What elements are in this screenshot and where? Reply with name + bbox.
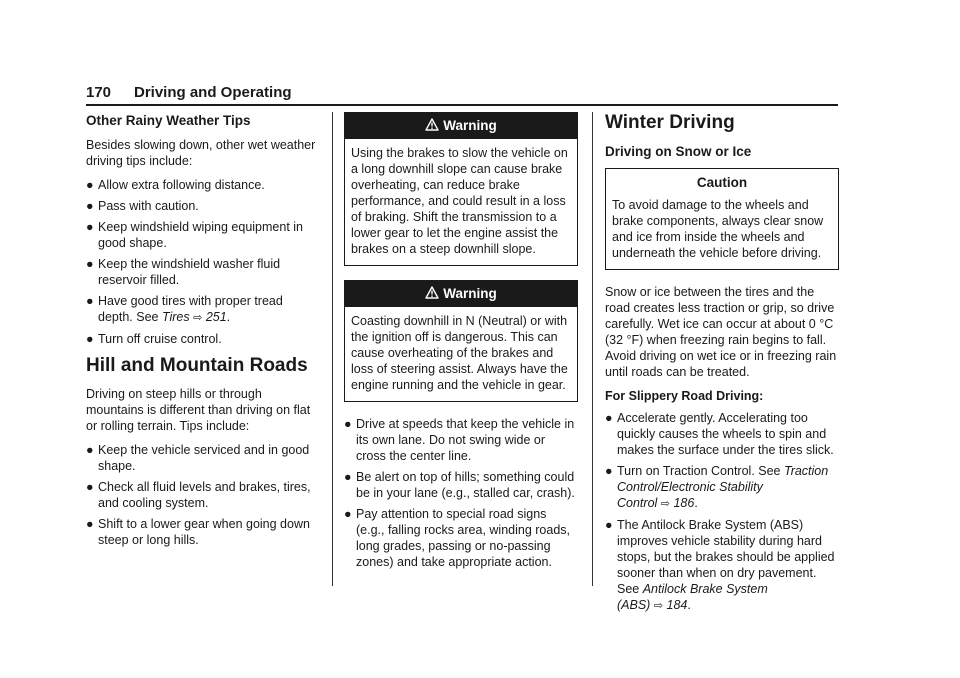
winter-driving-heading: Winter Driving bbox=[605, 112, 735, 133]
rainy-tips-list bbox=[86, 177, 320, 347]
column-divider bbox=[332, 112, 333, 586]
hill-roads-heading: Hill and Mountain Roads bbox=[86, 355, 308, 376]
rainy-tips-intro: Besides slowing down, other wet weather driving tips include: bbox=[86, 138, 316, 168]
list-item: ● Check all fluid levels and brakes, tires, and cooling system. bbox=[86, 480, 311, 510]
warning-title: Warning bbox=[443, 118, 497, 133]
bullet-icon: ● bbox=[86, 178, 94, 192]
warning-title: Warning bbox=[443, 286, 497, 301]
warning-box-coasting bbox=[344, 280, 578, 402]
list-item: ● Turn off cruise control. bbox=[86, 332, 222, 346]
warning-text: Coasting downhill in N (Neutral) or with the ignition off is dangerous. This can cause overheating of the brakes and loss of steering assist. Always have the engine running and the vehicle in gear. bbox=[351, 314, 568, 392]
list-item: ● Be alert on top of hills; something could be in your lane (e.g., stalled car, crash). bbox=[344, 470, 575, 500]
bullet-icon: ● bbox=[605, 464, 613, 478]
header-rule bbox=[86, 104, 838, 106]
snow-ice-heading: Driving on Snow or Ice bbox=[605, 144, 752, 159]
page-header bbox=[86, 84, 838, 104]
list-item: ● Keep the vehicle serviced and in good shape. bbox=[86, 443, 310, 473]
bullet-icon: ● bbox=[605, 411, 613, 425]
bullet-icon: ● bbox=[86, 517, 94, 531]
list-item: ● Shift to a lower gear when going down steep or long hills. bbox=[86, 517, 310, 547]
caution-title: Caution bbox=[696, 175, 748, 190]
list-item: ● Pay attention to special road signs (e.g., falling rocks area, winding roads, long grades, passing or no-passing zones) and take appropriate action. bbox=[344, 507, 570, 569]
bullet-icon: ● bbox=[86, 199, 94, 213]
list-item: ● Keep windshield wiping equipment in good shape. bbox=[86, 220, 303, 250]
bullet-icon: ● bbox=[86, 332, 94, 346]
bullet-icon: ● bbox=[344, 470, 352, 484]
warning-triangle-icon bbox=[425, 118, 439, 131]
list-item: ● Keep the windshield washer fluid reservoir filled. bbox=[86, 257, 281, 287]
slippery-road-list bbox=[605, 410, 839, 614]
hill-tips-list bbox=[86, 442, 320, 548]
bullet-icon: ● bbox=[86, 220, 94, 234]
hill-roads-intro: Driving on steep hills or through mountains is different than driving on flat or rolling terrain. Tips include: bbox=[86, 387, 311, 433]
rainy-tips-heading: Other Rainy Weather Tips bbox=[86, 113, 251, 128]
column-divider bbox=[592, 112, 593, 586]
warning-header bbox=[345, 113, 577, 139]
column-2 bbox=[344, 112, 578, 578]
list-item: ● The Antilock Brake System (ABS) improves vehicle stability during hard stops, but the brakes should be applied sooner than when on dry pavement. See Antilock Brake System (ABS) ⇨ 184. bbox=[605, 518, 835, 612]
traction-control-link[interactable]: Traction Control/Electronic Stability Control bbox=[617, 464, 829, 510]
abs-page-ref[interactable]: 184 bbox=[666, 598, 688, 612]
tires-link[interactable]: Tires bbox=[161, 310, 190, 324]
page-ref-arrow-icon: ⇨ bbox=[660, 498, 670, 510]
tires-page-ref[interactable]: 251 bbox=[205, 310, 227, 324]
page-number: 170 bbox=[86, 84, 112, 101]
page-ref-arrow-icon: ⇨ bbox=[193, 312, 203, 324]
bullet-icon: ● bbox=[344, 507, 352, 521]
column-3 bbox=[605, 112, 839, 622]
list-item: ● Drive at speeds that keep the vehicle in its own lane. Do not swing wide or cross the center line. bbox=[344, 417, 575, 463]
list-item: ● Have good tires with proper tread depth. See Tires ⇨ 251. bbox=[86, 294, 283, 324]
caution-text: To avoid damage to the wheels and brake components, always clear snow and ice from inside the wheels and underneath the vehicle before driving. bbox=[612, 198, 824, 260]
bullet-icon: ● bbox=[344, 417, 352, 431]
warning-triangle-icon bbox=[425, 286, 439, 299]
list-item: ● Turn on Traction Control. See Traction Control/Electronic Stability Control ⇨ 186. bbox=[605, 464, 829, 510]
traction-page-ref[interactable]: 186 bbox=[673, 496, 695, 510]
bullet-icon: ● bbox=[86, 443, 94, 457]
hill-driving-list bbox=[344, 416, 578, 570]
section-title: Driving and Operating bbox=[134, 84, 292, 101]
snow-ice-paragraph: Snow or ice between the tires and the road creates less traction or grip, so drive carefully. Wet ice can occur at about 0 °C (32 °F) when freezing rain begins to fall. Avoid driving on wet ice or in freezing rain until roads can be treated. bbox=[605, 285, 837, 379]
warning-text: Using the brakes to slow the vehicle on a long downhill slope can cause brake overheating, can reduce brake performance, and could result in a loss of braking. Shift the transmission to a lower gear to let the engine assist the brakes on a steep downhill slope. bbox=[351, 146, 568, 256]
bullet-icon: ● bbox=[86, 294, 94, 308]
bullet-icon: ● bbox=[86, 480, 94, 494]
warning-box-brakes bbox=[344, 112, 578, 266]
bullet-icon: ● bbox=[605, 518, 613, 532]
list-item: ● Allow extra following distance. bbox=[86, 178, 265, 192]
page-ref-arrow-icon: ⇨ bbox=[653, 600, 664, 612]
caution-box bbox=[605, 168, 839, 270]
warning-header bbox=[345, 281, 577, 307]
abs-link[interactable]: Antilock Brake System (ABS) bbox=[617, 582, 768, 612]
bullet-icon: ● bbox=[86, 257, 94, 271]
list-item: ● Pass with caution. bbox=[86, 199, 199, 213]
column-1 bbox=[86, 112, 320, 556]
list-item: ● Accelerate gently. Accelerating too quickly causes the wheels to spin and makes the surface under the tires slick. bbox=[605, 411, 834, 457]
slippery-road-label: For Slippery Road Driving: bbox=[605, 389, 764, 403]
